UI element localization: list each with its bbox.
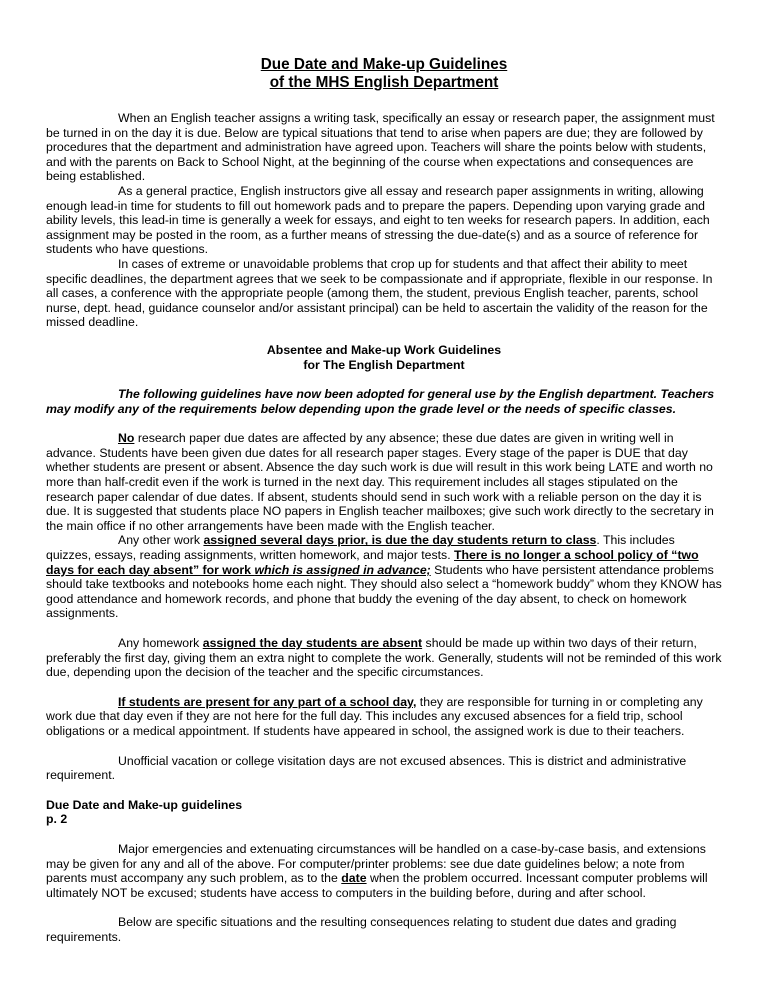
- absentee-heading: [46, 343, 722, 372]
- research-paper-paragraph: [46, 431, 722, 533]
- policy-emphasis: There is no longer a school policy of “two days for each day absent” for work: [46, 548, 699, 577]
- present-text: they are responsible for turning in or completing any work due that day even if they are not here for the full day. This includes any excused absences for a field trip, school obligations or a medical appointment. If students have appeared in school, the assigned work is due to their teachers.: [46, 694, 703, 738]
- absentee-heading-line-2: for The English Department: [303, 357, 465, 372]
- page2-heading: [46, 798, 722, 827]
- vacation-paragraph: Unofficial vacation or college visitation days are not excused absences. This is district and administrative requirement.: [46, 753, 687, 783]
- present-paragraph: [46, 695, 722, 739]
- intro-paragraph-1: When an English teacher assigns a writing task, specifically an essay or research paper, the assignment must be turned in on the day it is due. Below are typical situations that tend to arise when papers are due; they are followed by procedures that the department and administration have agreed upon. Teachers will share the points below with students, and with the parents on Back to School Night, at the beginning of the course when expectations and consequences are being established.: [46, 111, 715, 184]
- page2-heading-line-2: p. 2: [46, 812, 68, 827]
- homework-paragraph: [46, 636, 722, 680]
- emergencies-text-c: when the problem occurred. Incessant computer problems will ultimately NOT be excused; students have access to computers in the building before, during and after school.: [46, 871, 708, 900]
- homework-text-a: Any homework: [118, 636, 203, 650]
- title-line-1: Due Date and Make-up Guidelines: [260, 56, 508, 73]
- other-work-text-a: Any other work: [118, 533, 204, 548]
- situations-paragraph: Below are specific situations and the resulting consequences relating to student due dates and grading requirements.: [46, 915, 677, 944]
- research-paper-text: research paper due dates are affected by any absence; these due dates are given in writing well in advance. Students have been given due dates for all research paper stages. Every stage of the paper is DUE that day whether students are present or absent. Absence the day such work is due will result in this work being LATE and worth no more than half-credit even if the work is turned in the next day. This requirement includes all stages stipulated on the research paper calendar of due dates. If absent, students should send in such work with a reliable person on the day it is due. It is suggested that students place NO papers in English teacher mailboxes; give such work directly to the secretary in the main office if no other arrangements have been made with the English teacher.: [46, 431, 714, 533]
- absentee-heading-line-1: Absentee and Make-up Work Guidelines: [266, 342, 502, 357]
- other-work-emphasis: assigned several days prior, is due the day students return to class: [203, 533, 597, 548]
- homework-text-c: should be made up within two days of their return, preferably the first day, giving them an extra night to complete the work. Generally, students will not be reminded of this work due, depending upon the decision of the teacher and the specific circumstances.: [46, 636, 722, 680]
- intro-paragraph-3: In cases of extreme or unavoidable problems that crop up for students and that affect their ability to meet specific deadlines, the department agrees that we seek to be compassionate and if appropriate, flexible in our response. In all cases, a conference with the appropriate people (among them, the student, previous English teacher, parents, school nurse, dept. head, guidance counselor and/or assistant principal) can be held to ascertain the validity of the reason for the missed deadline.: [46, 256, 713, 330]
- other-work-text-c: . This includes quizzes, essays, reading assignments, written homework, and major tests.: [46, 533, 675, 563]
- other-work-paragraph: [46, 533, 722, 621]
- document-title: [46, 56, 722, 92]
- other-work-text-f: Students who have persistent attendance problems should take textbooks and notebooks home each night. They should also select a “homework buddy” whom they KNOW has good attendance and homework records, and phone that buddy the evening of the day absent, to check on homework assignments.: [46, 562, 722, 621]
- advance-emphasis: which is assigned in advance;: [254, 562, 431, 577]
- title-line-2: of the MHS English Department: [269, 74, 499, 91]
- present-emphasis: If students are present for any part of a school day,: [118, 694, 417, 709]
- adopted-note: The following guidelines have now been adopted for general use by the English department. Teachers may modify any of the requirements below depending upon the grade level or the needs of specific classes.: [46, 387, 715, 416]
- no-emphasis: No: [118, 431, 135, 446]
- homework-emphasis: assigned the day students are absent: [202, 636, 423, 650]
- emergencies-text-a: Major emergencies and extenuating circumstances will be handled on a case-by-case basis, and extensions may be given for any and all of the above. For computer/printer problems: see due date guidelines below; a note from parents must accompany any such problem, as to the: [46, 841, 706, 886]
- intro-paragraph-2: As a general practice, English instructors give all essay and research paper assignments in writing, allowing enough lead-in time for students to fill out homework pads and to prepare the papers. Depending upon varying grade and ability levels, this lead-in time is generally a week for essays, and eight to ten weeks for research papers. In addition, each assignment may be posted in the room, as a further means of stressing the due-date(s) and as a source of reference for students who have questions.: [46, 183, 710, 257]
- emergencies-paragraph: [46, 842, 722, 900]
- document-page: [46, 56, 722, 945]
- date-emphasis: date: [341, 871, 367, 886]
- page2-heading-line-1: Due Date and Make-up guidelines: [46, 797, 243, 812]
